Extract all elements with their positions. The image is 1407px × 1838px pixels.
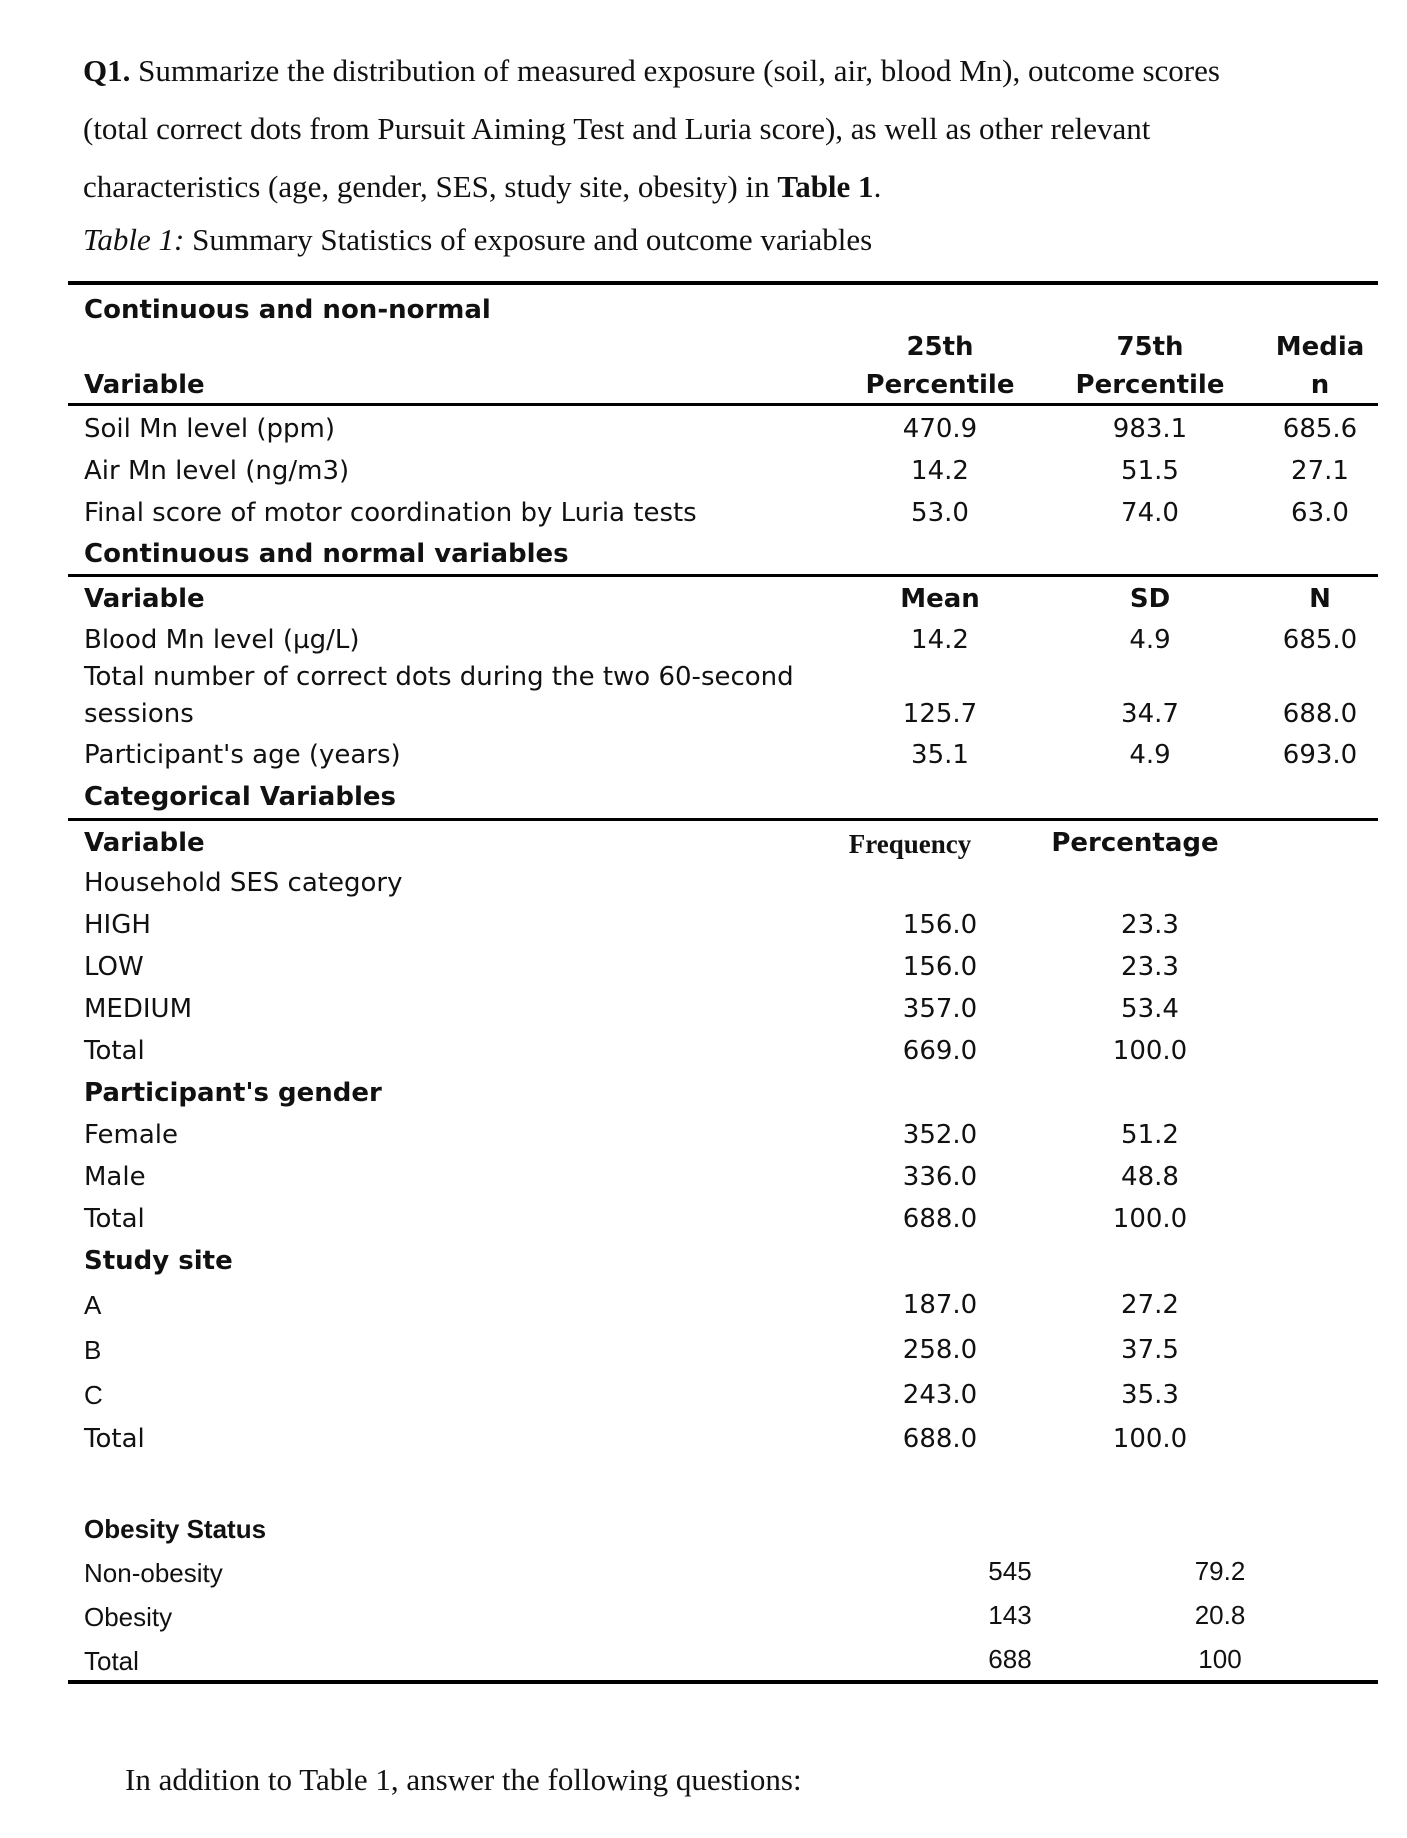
cell-frequency: 156.0 (902, 910, 978, 940)
caption-label: Table 1: (83, 222, 185, 257)
header-median-line2: n (1310, 370, 1330, 400)
cell-median: 63.0 (1291, 498, 1349, 528)
header-frequency: Frequency (848, 829, 972, 859)
section-title-categorical: Categorical Variables (84, 782, 396, 812)
table-top-rule (68, 281, 1378, 285)
cell-percentage: 100 (1198, 1644, 1242, 1674)
row-label: A (84, 1290, 102, 1320)
cell-mean: 125.7 (902, 699, 978, 729)
cell-percentage: 79.2 (1194, 1556, 1246, 1586)
cell-percentage: 23.3 (1121, 910, 1179, 940)
cell-frequency: 352.0 (902, 1120, 978, 1150)
header-p25-line2: Percentile (865, 370, 1015, 400)
header-p75-line1: 75th (1116, 332, 1184, 362)
group-title-site: Study site (84, 1246, 233, 1276)
cell-sd: 4.9 (1129, 625, 1171, 655)
cell-frequency: 336.0 (902, 1162, 978, 1192)
question-text: Summarize the distribution of measured exposure (soil, air, blood Mn), outcome scores (total correct dots from Pursuit Aiming Test and Luria score), as well as other relevant characteristics (age, gender, SES, study site, obesity) in (83, 53, 1220, 204)
header-variable: Variable (84, 370, 205, 400)
cell-percentage: 100.0 (1112, 1036, 1188, 1066)
cell-n: 693.0 (1282, 740, 1358, 770)
row-label: LOW (84, 952, 144, 982)
cell-percentage: 100.0 (1112, 1424, 1188, 1454)
row-label: MEDIUM (84, 994, 193, 1024)
row-label: Total (84, 1424, 145, 1454)
cell-frequency: 669.0 (902, 1036, 978, 1066)
header-variable: Variable (84, 584, 205, 614)
header-mean: Mean (900, 584, 980, 614)
cell-n: 688.0 (1282, 699, 1358, 729)
cell-percentage: 27.2 (1121, 1290, 1179, 1320)
cell-p75: 74.0 (1121, 498, 1179, 528)
row-label: Participant's age (years) (84, 740, 401, 770)
question-label: Q1. (83, 53, 131, 88)
cell-percentage: 35.3 (1121, 1380, 1179, 1410)
header-variable: Variable (84, 828, 205, 858)
header-p25-line1: 25th (906, 332, 974, 362)
cell-percentage: 37.5 (1121, 1335, 1179, 1365)
cell-median: 27.1 (1291, 456, 1349, 486)
cell-frequency: 258.0 (902, 1335, 978, 1365)
row-label: Air Mn level (ng/m3) (84, 456, 350, 486)
row-label: Total (84, 1646, 139, 1676)
row-label: Obesity (84, 1602, 173, 1632)
cell-frequency: 545 (988, 1556, 1032, 1586)
cell-frequency: 187.0 (902, 1290, 978, 1320)
caption-text: Summary Statistics of exposure and outcome variables (192, 222, 873, 257)
nonnormal-header-rule (68, 403, 1378, 406)
cell-frequency: 688.0 (902, 1204, 978, 1234)
row-label: Non-obesity (84, 1558, 223, 1588)
header-n: N (1309, 584, 1331, 614)
cell-frequency: 688 (988, 1644, 1032, 1674)
footer-text: In addition to Table 1, answer the following questions: (125, 1762, 802, 1797)
cell-sd: 34.7 (1121, 699, 1179, 729)
cell-percentage: 20.8 (1194, 1600, 1246, 1630)
cell-frequency: 143 (988, 1600, 1032, 1630)
row-label: HIGH (84, 910, 151, 940)
row-label-line2: sessions (84, 699, 194, 729)
row-label: B (84, 1335, 102, 1365)
cell-frequency: 156.0 (902, 952, 978, 982)
question-end: . (873, 169, 882, 204)
cell-sd: 4.9 (1129, 740, 1171, 770)
group-title-gender: Participant's gender (84, 1078, 382, 1108)
cell-frequency: 243.0 (902, 1380, 978, 1410)
cell-percentage: 100.0 (1112, 1204, 1188, 1234)
cell-percentage: 48.8 (1121, 1162, 1179, 1192)
row-label: C (84, 1380, 103, 1410)
normal-section-rule (68, 574, 1378, 577)
cell-p25: 470.9 (902, 414, 978, 444)
cell-percentage: 53.4 (1121, 994, 1179, 1024)
section-title-nonnormal: Continuous and non-normal (84, 295, 491, 325)
cell-n: 685.0 (1282, 625, 1358, 655)
cell-percentage: 23.3 (1121, 952, 1179, 982)
cell-mean: 35.1 (911, 740, 969, 770)
cell-p25: 53.0 (911, 498, 969, 528)
header-sd: SD (1129, 584, 1171, 614)
row-label: Final score of motor coordination by Luria tests (84, 498, 697, 528)
section-title-normal: Continuous and normal variables (84, 539, 569, 569)
cell-p75: 51.5 (1121, 456, 1179, 486)
row-label: Blood Mn level (µg/L) (84, 625, 360, 655)
table-caption (83, 220, 1283, 260)
row-label: Male (84, 1162, 146, 1192)
categorical-section-rule (68, 818, 1378, 821)
table-bottom-rule (68, 1680, 1378, 1684)
cell-frequency: 688.0 (902, 1424, 978, 1454)
row-label: Total (84, 1036, 145, 1066)
row-label: Total (84, 1204, 145, 1234)
row-label: Female (84, 1120, 179, 1150)
cell-mean: 14.2 (911, 625, 969, 655)
group-title-ses: Household SES category (84, 868, 403, 898)
cell-p25: 14.2 (911, 456, 969, 486)
cell-percentage: 51.2 (1121, 1120, 1179, 1150)
table-reference: Table 1 (777, 169, 874, 204)
group-title-obesity: Obesity Status (84, 1514, 267, 1544)
row-label-line1: Total number of correct dots during the two 60-second (84, 662, 794, 692)
cell-frequency: 357.0 (902, 994, 978, 1024)
header-p75-line2: Percentile (1075, 370, 1225, 400)
header-median-line1: Media (1275, 332, 1365, 362)
cell-median: 685.6 (1282, 414, 1358, 444)
row-label: Soil Mn level (ppm) (84, 414, 336, 444)
header-percentage: Percentage (1051, 828, 1219, 858)
cell-p75: 983.1 (1112, 414, 1188, 444)
question-paragraph (83, 42, 1263, 216)
